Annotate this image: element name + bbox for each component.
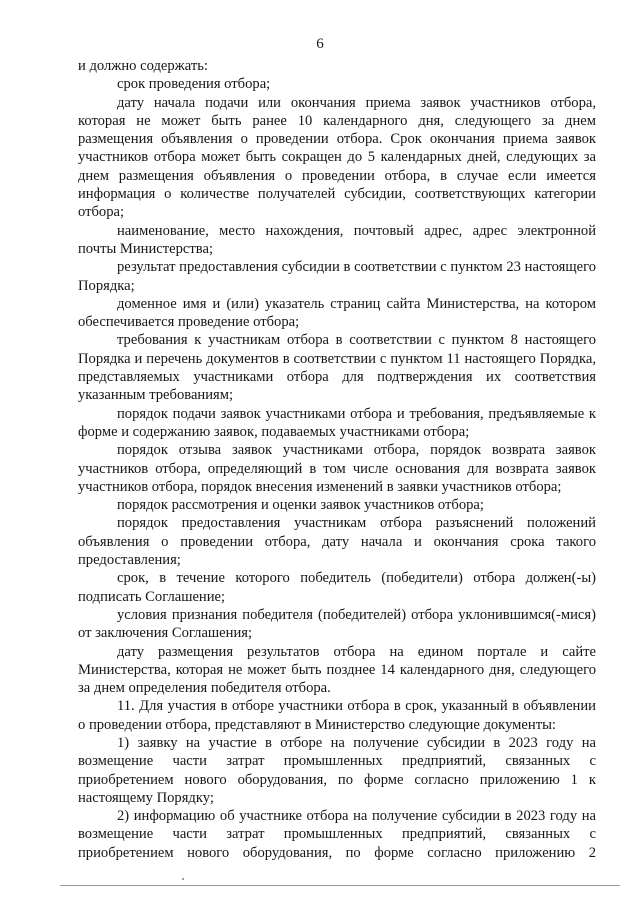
page-number: 6 <box>316 36 324 52</box>
paragraph-list-item: результат предоставления субсидии в соответствии с пунктом 23 настоящего Порядка; <box>78 259 596 294</box>
paragraph-list-item: порядок подачи заявок участниками отбора и требования, предъявляемые к форме и содержанию заявок, подаваемых участниками отбора; <box>78 405 596 440</box>
paragraph-list-item: дату начала подачи или окончания приема заявок участников отбора, которая не может быть ранее 10 календарного дня, следующего за днем размещения объявления о проведении отбора. Срок окончания приема заявок участников отбора может быть сокращен до 5 календарных дней, следующих за днем размещения объявления о проведении отбора, в случае если имеется информация о количестве получателей субсидии, соответствующих категории отбора; <box>78 94 596 221</box>
paragraph-subitem-1: 1) заявку на участие в отборе на получение субсидии в 2023 году на возмещение части затрат промышленных предприятий, связанных с приобретением нового оборудования, по форме согласно приложению 1 к настоящему Порядку; <box>78 734 596 806</box>
paragraph-subitem-2: 2) информацию об участнике отбора на получение субсидии в 2023 году на возмещение части затрат промышленных предприятий, связанных с приобретением нового оборудования, по форме согласно приложению 2 <box>78 808 596 861</box>
paragraph-list-item: порядок предоставления участникам отбора разъяснений положений объявления о проведении отбора, дату начала и окончания срока такого предоставления; <box>78 515 596 569</box>
paragraph-list-item: дату размещения результатов отбора на едином портале и сайте Министерства, которая не может быть позднее 14 календарного дня, следующего за днем определения победителя отбора. <box>78 643 596 697</box>
paragraph-list-item: срок проведения отбора; <box>117 76 271 93</box>
paragraph-clause-11: 11. Для участия в отборе участники отбора в срок, указанный в объявлении о проведении отбора, представляют в Министерство следующие документы: <box>78 698 596 733</box>
document-body <box>78 57 596 862</box>
page-bottom-edge <box>60 885 620 886</box>
paragraph-list-item: требования к участникам отбора в соответствии с пунктом 8 настоящего Порядка и перечень документов в соответствии с пунктом 11 настоящего Порядка, представляемых участниками отбора для подтверждения их соответствия указанным требованиям; <box>78 332 596 404</box>
paragraph-list-item: срок, в течение которого победитель (победители) отбора должен(-ы) подписать Соглашение; <box>78 570 596 605</box>
paragraph-list-item: порядок рассмотрения и оценки заявок участников отбора; <box>117 497 484 514</box>
scan-artifact <box>182 878 184 880</box>
paragraph-list-item: наименование, место нахождения, почтовый адрес, адрес электронной почты Министерства; <box>78 222 596 257</box>
paragraph-list-item: доменное имя и (или) указатель страниц сайта Министерства, на котором обеспечивается проведение отбора; <box>78 295 596 331</box>
paragraph-intro: и должно содержать: <box>78 58 208 74</box>
paragraph-list-item: порядок отзыва заявок участниками отбора, порядок возврата заявок участников отбора, определяющий в том числе основания для возврата заявок участников отбора, порядок внесения изменений в заявки участников отбора; <box>78 442 596 495</box>
paragraph-list-item: условия признания победителя (победителей) отбора уклонившимся(-мися) от заключения Соглашения; <box>78 606 596 642</box>
